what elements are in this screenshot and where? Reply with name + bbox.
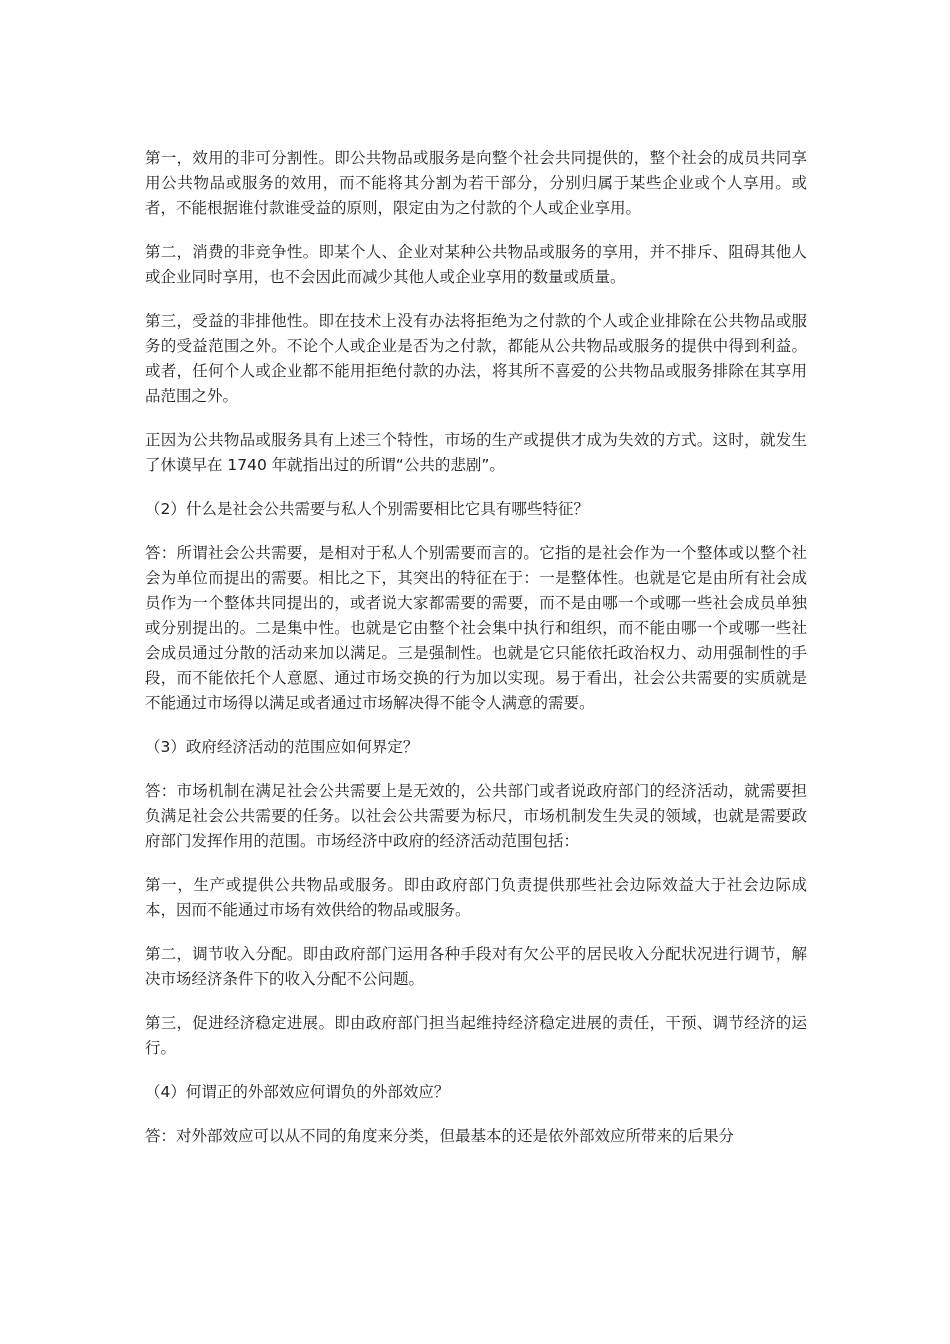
question-2: （2）什么是社会公共需要与私人个别需要相比它具有哪些特征？ <box>145 500 589 518</box>
document-body <box>145 146 807 1168</box>
answer-3: 答：市场机制在满足社会公共需要上是无效的，公共部门或者说政府部门的经济活动，就需要担负满足社会公共需要的任务。以社会公共需要为标尺，市场机制发生失灵的领域，也就是需要政府部门发挥作用的范围。市场经济中政府的经济活动范围包括： <box>145 782 807 850</box>
paragraph-non-rivalry: 第二，消费的非竞争性。即某个人、企业对某种公共物品或服务的享用，并不排斥、阻碍其他人或企业同时享用，也不会因此而减少其他人或企业享用的数量或质量。 <box>145 243 807 286</box>
question-3: （3）政府经济活动的范围应如何界定？ <box>145 738 419 756</box>
answer-4: 答：对外部效应可以从不同的角度来分类，但最基本的还是依外部效应所带来的后果分 <box>145 1127 735 1145</box>
paragraph-non-divisibility: 第一，效用的非可分割性。即公共物品或服务是向整个社会共同提供的，整个社会的成员共同享用公共物品或服务的效用，而不能将其分割为若干部分，分别归属于某些企业或个人享用。或者，不能根据谁付款谁受益的原则，限定由为之付款的个人或企业享用。 <box>145 149 807 217</box>
paragraph-non-excludability: 第三，受益的非排他性。即在技术上没有办法将拒绝为之付款的个人或企业排除在公共物品或服务的受益范围之外。不论个人或企业是否为之付款，都能从公共物品或服务的提供中得到利益。或者，任何个人或企业都不能用拒绝付款的办法，将其所不喜爱的公共物品或服务排除在其享用品范围之外。 <box>145 312 807 405</box>
question-4: （4）何谓正的外部效应何谓负的外部效应？ <box>145 1083 450 1101</box>
answer-3-point-3: 第三，促进经济稳定进展。即由政府部门担当起维持经济稳定进展的责任，干预、调节经济的运行。 <box>145 1014 807 1057</box>
paragraph-market-failure: 正因为公共物品或服务具有上述三个特性，市场的生产或提供才成为失效的方式。这时，就发生了休谟早在 1740 年就指出过的所谓“公共的悲剧”。 <box>145 431 807 474</box>
answer-3-point-2: 第二，调节收入分配。即由政府部门运用各种手段对有欠公平的居民收入分配状况进行调节，解决市场经济条件下的收入分配不公问题。 <box>145 945 807 988</box>
answer-3-point-1: 第一，生产或提供公共物品或服务。即由政府部门负责提供那些社会边际效益大于社会边际成本，因而不能通过市场有效供给的物品或服务。 <box>145 876 807 919</box>
answer-2: 答：所谓社会公共需要，是相对于私人个别需要而言的。它指的是社会作为一个整体或以整个社会为单位而提出的需要。相比之下，其突出的特征在于：一是整体性。也就是它是由所有社会成员作为一个整体共同提出的，或者说大家都需要的需要，而不是由哪一个或哪一些社会成员单独或分别提出的。二是集中性。也就是它由整个社会集中执行和组织，而不能由哪一个或哪一些社会成员通过分散的活动来加以满足。三是强制性。也就是它只能依托政治权力、动用强制性的手段，而不能依托个人意愿、通过市场交换的行为加以实现。易于看出，社会公共需要的实质就是不能通过市场得以满足或者通过市场解决得不能令人满意的需要。 <box>145 544 807 712</box>
